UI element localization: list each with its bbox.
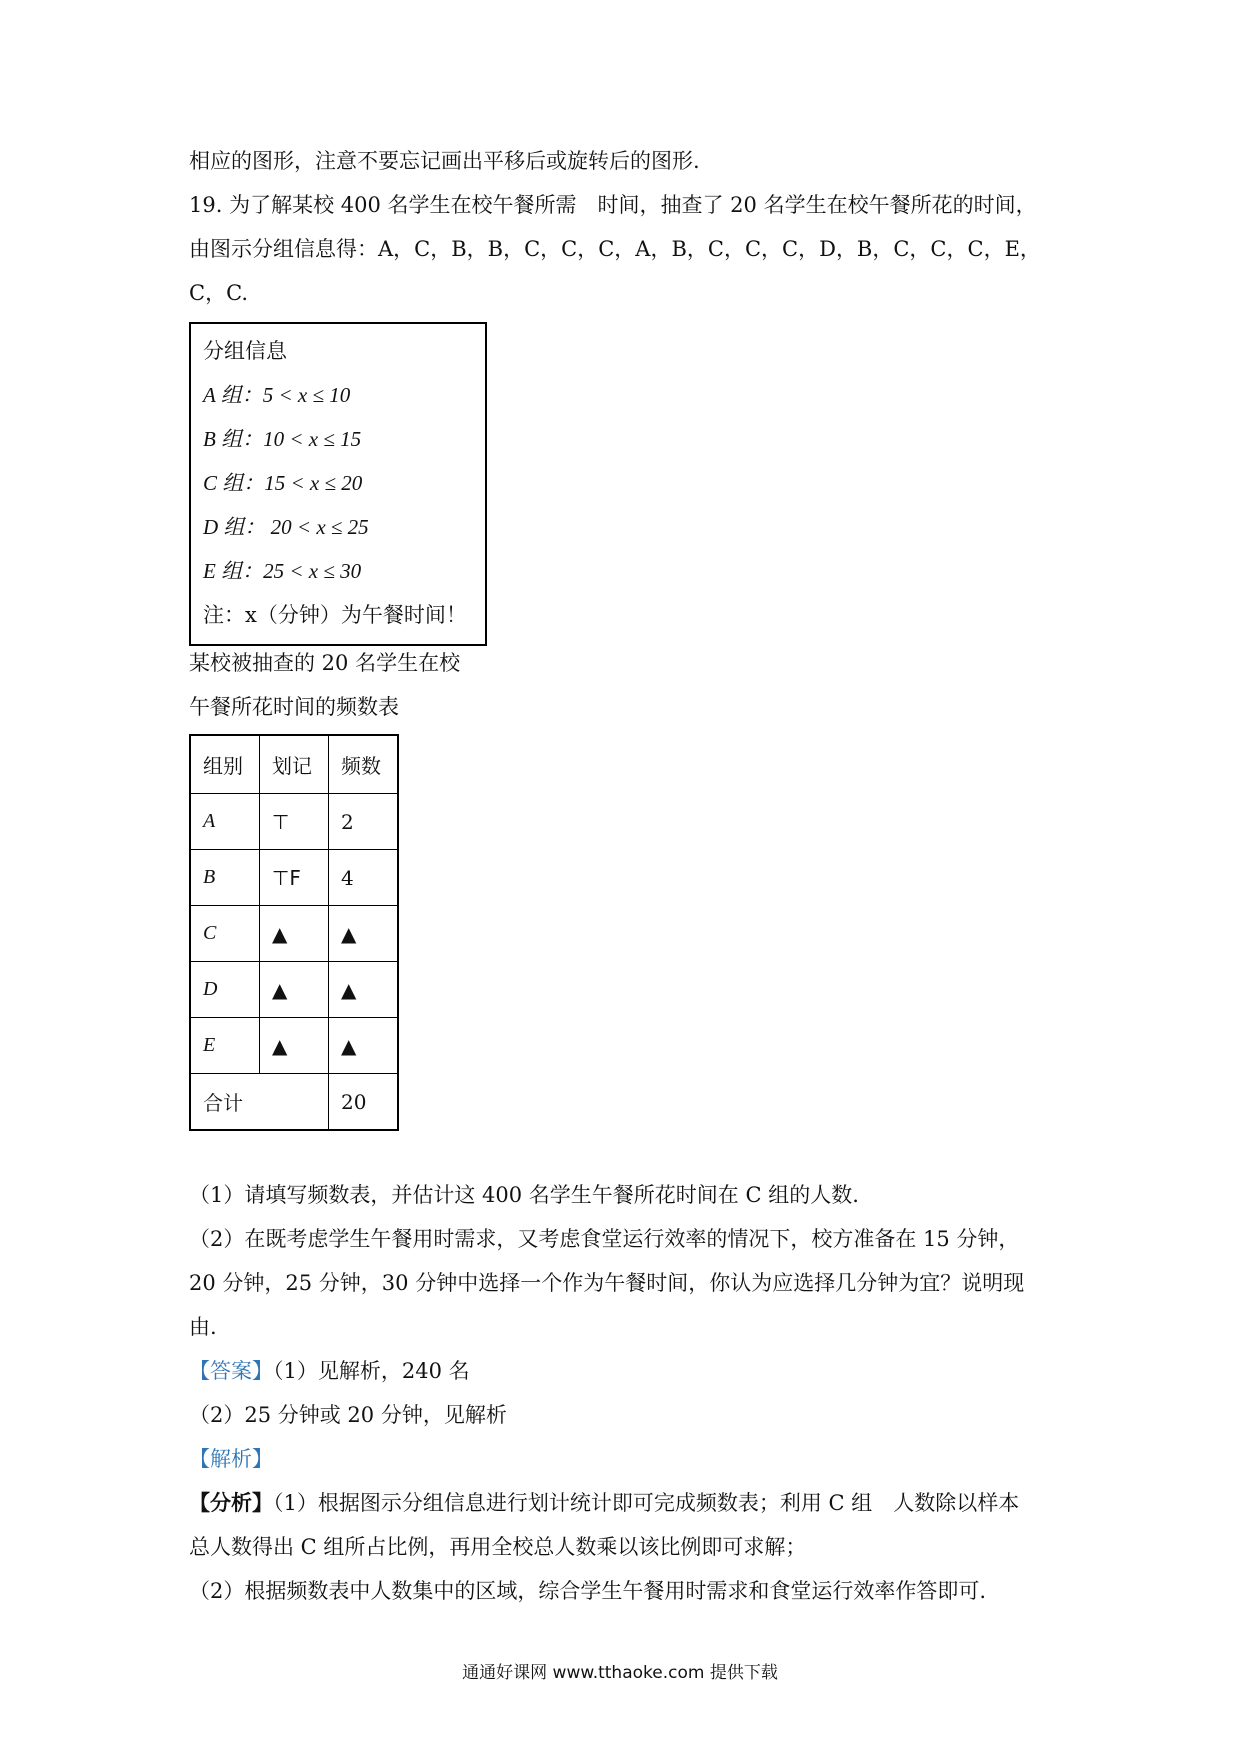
table-row <box>190 850 398 906</box>
row-tally: ⊤F <box>260 850 329 906</box>
sub-question-2-line-3: 由. <box>189 1315 217 1339</box>
question-19-line-3: C，C. <box>189 281 249 305</box>
group-c-range: C 组：15 < x ≤ 20 <box>203 471 363 495</box>
fenxi-line-2: 总人数得出 C 组所占比例，再用全校总人数乘以该比例即可求解； <box>189 1535 807 1559</box>
header-tally: 划记 <box>260 735 329 794</box>
header-frequency: 频数 <box>329 735 399 794</box>
question-19-line-2: 由图示分组信息得：A，C，B，B，C，C，C，A，B，C，C，C，D，B，C，C，C，E， <box>189 237 1041 261</box>
row-group: B <box>190 850 260 906</box>
fenxi-line-1 <box>189 1488 1019 1518</box>
row-group: E <box>190 1018 260 1074</box>
total-label: 合计 <box>190 1074 329 1131</box>
table-row <box>190 906 398 962</box>
page-footer: 通通好课网 www.tthaoke.com 提供下载 <box>462 1663 778 1683</box>
group-info-title: 分组信息 <box>203 339 287 363</box>
row-frequency: ▲ <box>329 962 399 1018</box>
answer-1-text: （1）见解析，240 名 <box>273 1359 470 1383</box>
table-row <box>190 962 398 1018</box>
group-b-range: B 组：10 < x ≤ 15 <box>203 427 362 451</box>
row-group: C <box>190 906 260 962</box>
row-group: D <box>190 962 260 1018</box>
total-value: 20 <box>329 1074 399 1131</box>
frequency-table <box>189 734 399 1131</box>
sub-question-1: （1）请填写频数表，并估计这 400 名学生午餐所花时间在 C 组的人数. <box>189 1183 859 1207</box>
row-tally: ▲ <box>260 906 329 962</box>
fenxi-1-text: （1）根据图示分组信息进行划计统计即可完成频数表；利用 C 组 人数除以样本 <box>273 1491 1020 1515</box>
question-19-line-1: 19. 为了解某校 400 名学生在校午餐所需 时间，抽查了 20 名学生在校午餐所花的时间， <box>189 193 1037 217</box>
answer-label: 【答案】 <box>189 1359 273 1383</box>
group-e-range: E 组：25 < x ≤ 30 <box>203 559 362 583</box>
table-row <box>190 794 398 850</box>
group-a-range: A 组：5 < x ≤ 10 <box>203 383 351 407</box>
group-info-box <box>189 322 487 646</box>
row-frequency: 4 <box>329 850 399 906</box>
row-frequency: ▲ <box>329 906 399 962</box>
answer-line-2: （2）25 分钟或 20 分钟，见解析 <box>189 1403 507 1427</box>
row-frequency: ▲ <box>329 1018 399 1074</box>
sub-question-2-line-2: 20 分钟，25 分钟，30 分钟中选择一个作为午餐时间，你认为应选择几分钟为宜？说明现 <box>189 1271 1025 1295</box>
analysis-label: 【解析】 <box>189 1447 273 1471</box>
table-total-row <box>190 1074 398 1131</box>
intro-line: 相应的图形，注意不要忘记画出平移后或旋转后的图形. <box>189 149 700 173</box>
row-tally: ⊤ <box>260 794 329 850</box>
row-group: A <box>190 794 260 850</box>
header-group: 组别 <box>190 735 260 794</box>
row-tally: ▲ <box>260 1018 329 1074</box>
row-tally: ▲ <box>260 962 329 1018</box>
answer-line-1 <box>189 1356 470 1386</box>
row-frequency: 2 <box>329 794 399 850</box>
group-info-note: 注：x（分钟）为午餐时间！ <box>203 603 467 627</box>
table-caption-line-1: 某校被抽查的 20 名学生在校 <box>189 651 461 675</box>
fenxi-line-3: （2）根据频数表中人数集中的区域，综合学生午餐用时需求和食堂运行效率作答即可. <box>189 1579 987 1603</box>
fenxi-label: 【分析】 <box>189 1490 273 1515</box>
table-row <box>190 1018 398 1074</box>
table-caption-line-2: 午餐所花时间的频数表 <box>189 695 399 719</box>
table-header-row <box>190 735 398 794</box>
group-d-range: D 组： 20 < x ≤ 25 <box>203 515 369 539</box>
sub-question-2-line-1: （2）在既考虑学生午餐用时需求，又考虑食堂运行效率的情况下，校方准备在 15 分钟， <box>189 1227 1020 1251</box>
